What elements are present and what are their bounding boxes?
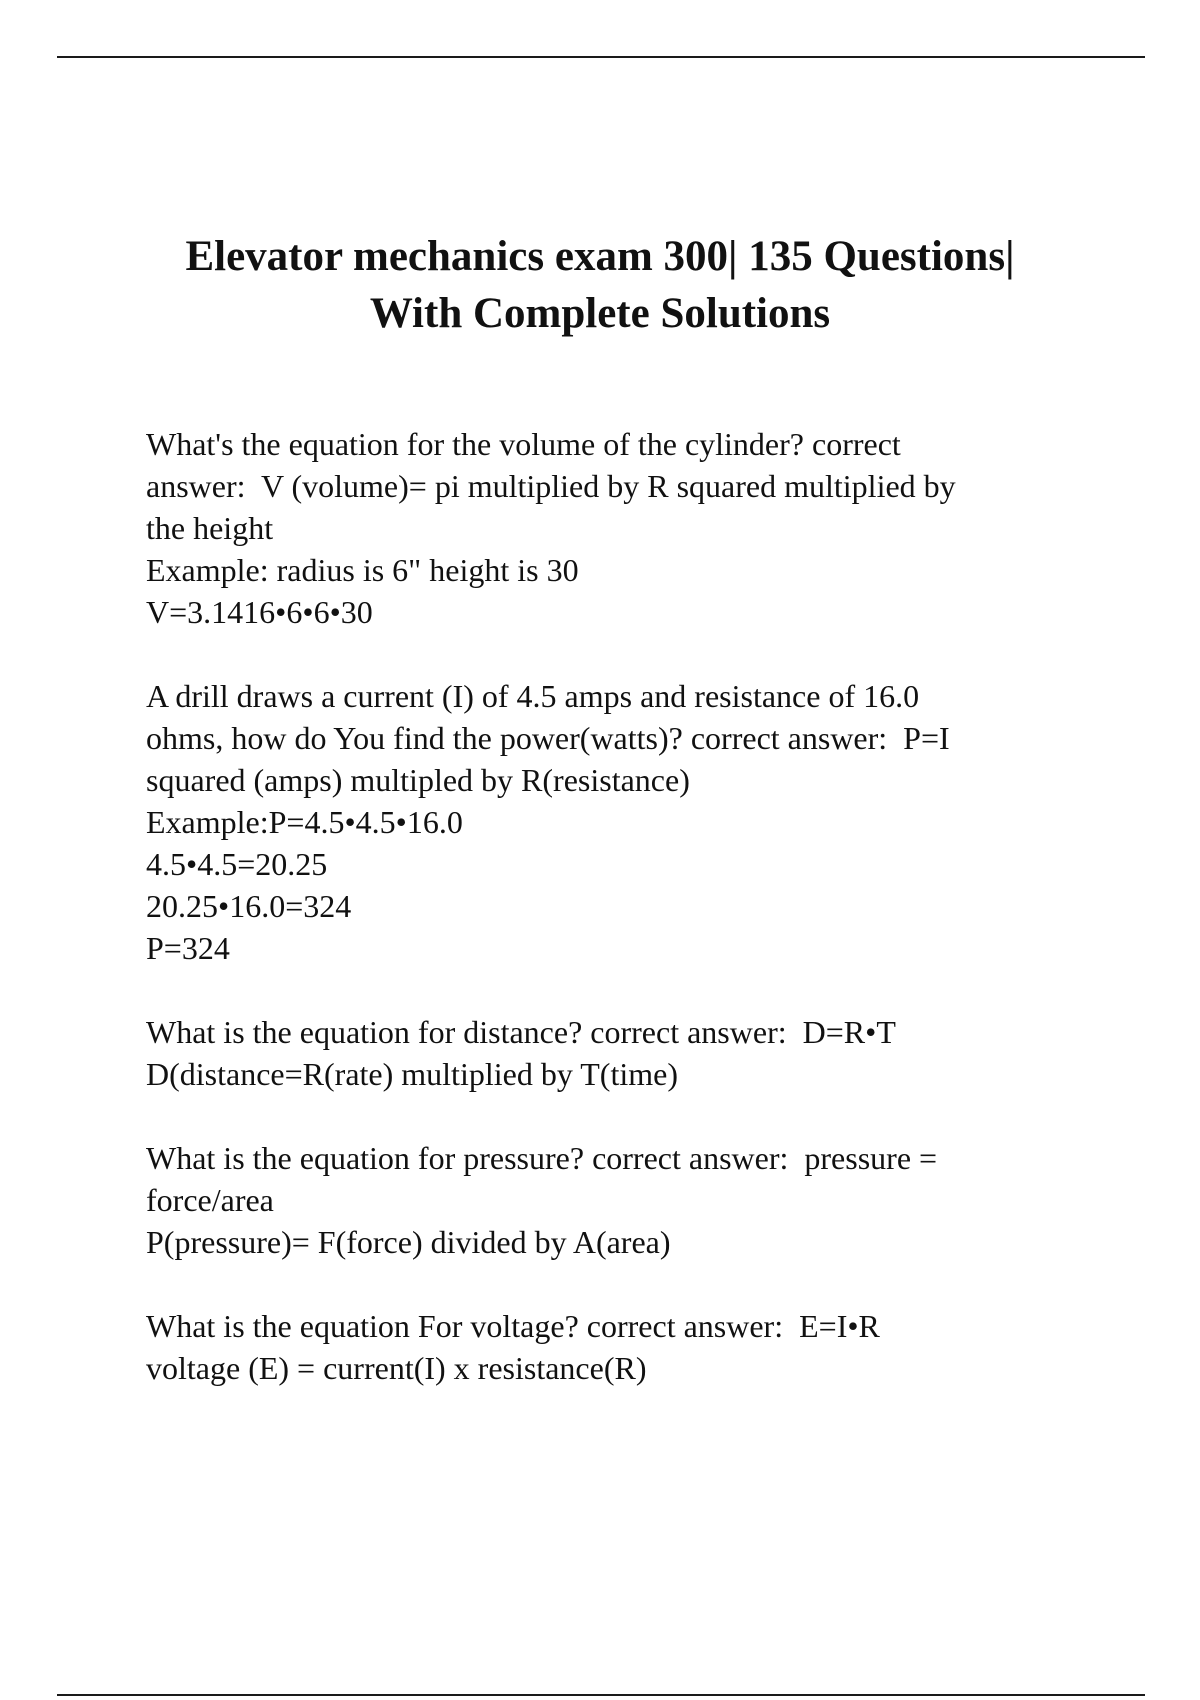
qa-line: squared (amps) multipled by R(resistance) [146, 762, 690, 798]
qa-line: P(pressure)= F(force) divided by A(area) [146, 1224, 671, 1260]
qa-distance [146, 1011, 1086, 1095]
qa-line: A drill draws a current (I) of 4.5 amps and resistance of 16.0 [146, 678, 920, 714]
qa-line: P=324 [146, 930, 230, 966]
qa-line: 4.5•4.5=20.25 [146, 846, 328, 882]
qa-line: What is the equation For voltage? correct answer: E=I•R [146, 1308, 880, 1344]
qa-line: What is the equation for distance? correct answer: D=R•T [146, 1014, 896, 1050]
qa-line: answer: V (volume)= pi multiplied by R squared multiplied by [146, 468, 956, 504]
qa-line: 20.25•16.0=324 [146, 888, 352, 924]
qa-line: Example: radius is 6" height is 30 [146, 552, 579, 588]
document-title [100, 228, 1100, 342]
qa-line: What is the equation for pressure? correct answer: pressure = [146, 1140, 938, 1176]
qa-line: D(distance=R(rate) multiplied by T(time) [146, 1056, 678, 1092]
qa-line: Example:P=4.5•4.5•16.0 [146, 804, 463, 840]
qa-line: force/area [146, 1182, 274, 1218]
qa-power-watts [146, 675, 1086, 969]
qa-voltage [146, 1305, 1086, 1389]
qa-pressure [146, 1137, 1086, 1263]
qa-line: V=3.1416•6•6•30 [146, 594, 373, 630]
top-rule [57, 56, 1145, 58]
qa-line: the height [146, 510, 274, 546]
qa-cylinder-volume [146, 423, 1086, 633]
qa-line: ohms, how do You find the power(watts)? correct answer: P=I [146, 720, 950, 756]
qa-line: voltage (E) = current(I) x resistance(R) [146, 1350, 647, 1386]
title-line-1: Elevator mechanics exam 300| 135 Questions| [185, 233, 1015, 280]
question-list [146, 423, 1086, 1431]
bottom-rule [57, 1694, 1145, 1696]
qa-line: What's the equation for the volume of the cylinder? correct [146, 426, 901, 462]
title-line-2: With Complete Solutions [369, 290, 831, 337]
